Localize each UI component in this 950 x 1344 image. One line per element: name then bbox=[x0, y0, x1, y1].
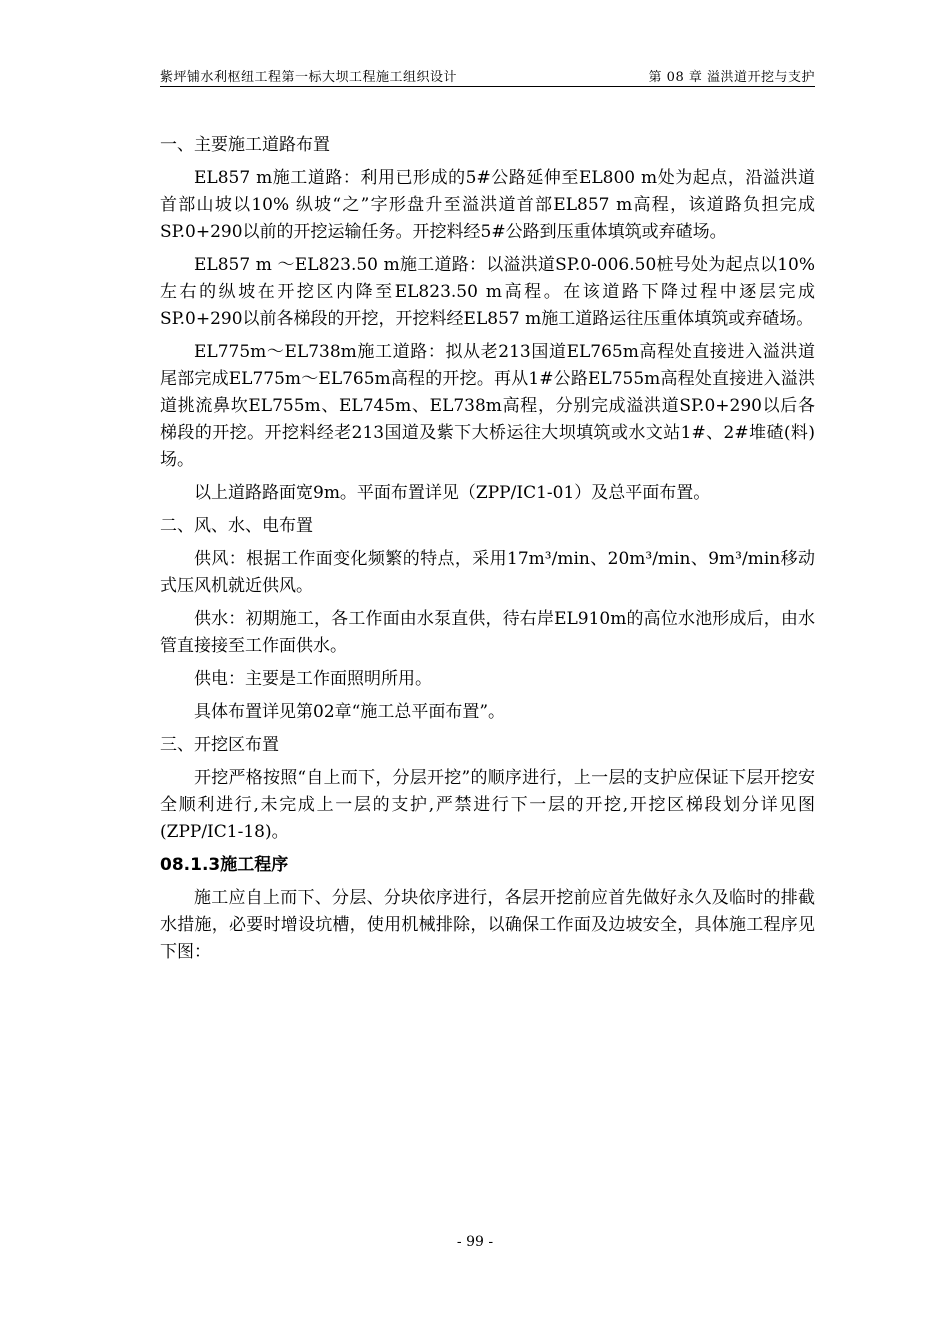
paragraph-road-width: 以上道路路面宽9m。平面布置详见（ZPP/IC1-01）及总平面布置。 bbox=[194, 483, 711, 503]
paragraph-power-supply: 供电：主要是工作面照明所用。 bbox=[194, 669, 432, 689]
paragraph-road-el775-el738: EL775m～EL738m施工道路：拟从老213国道EL765m高程处直接进入溢洪道尾部完成EL775m～EL765m高程的开挖。再从1#公路EL755m高程处直接进入溢洪道挑流鼻坎EL755m、EL745m、EL738m高程，分别完成溢洪道SP.0+290以后各梯段的开挖。开挖料经老213国道及紫下大桥运往大坝填筑或水文站1#、2#堆碴(料)场。 bbox=[160, 342, 815, 470]
page-number: - 99 - bbox=[456, 1234, 494, 1250]
document-body bbox=[160, 132, 815, 972]
paragraph-procedure: 施工应自上而下、分层、分块依序进行，各层开挖前应首先做好永久及临时的排截水措施，必要时增设坑槽，使用机械排除，以确保工作面及边坡安全，具体施工程序见下图： bbox=[160, 888, 815, 962]
section-heading-utilities: 二、风、水、电布置 bbox=[160, 516, 313, 536]
subsection-heading-procedure: 08.1.3施工程序 bbox=[160, 855, 289, 875]
section-heading-excavation: 三、开挖区布置 bbox=[160, 735, 279, 755]
header-project-title: 紫坪铺水利枢纽工程第一标大坝工程施工组织设计 bbox=[160, 70, 458, 85]
paragraph-layout-reference: 具体布置详见第02章“施工总平面布置”。 bbox=[194, 702, 506, 722]
section-heading-roads: 一、主要施工道路布置 bbox=[160, 135, 330, 155]
paragraph-road-el857: EL857 m施工道路：利用已形成的5#公路延伸至EL800 m处为起点，沿溢洪道首部山坡以10% 纵坡“之”字形盘升至溢洪道首部EL857 m高程，该道路负担完成SP.0+290以前的开挖运输任务。开挖料经5#公路到压重体填筑或弃碴场。 bbox=[160, 168, 815, 242]
paragraph-water-supply: 供水：初期施工，各工作面由水泵直供，待右岸EL910m的高位水池形成后，由水管直接接至工作面供水。 bbox=[160, 609, 815, 656]
paragraph-road-el857-el823: EL857 m ～EL823.50 m施工道路：以溢洪道SP.0-006.50桩号处为起点以10%左右的纵坡在开挖区内降至EL823.50 m高程。在该道路下降过程中逐层完成SP.0+290以前各梯段的开挖，开挖料经EL857 m施工道路运往压重体填筑或弃碴场。 bbox=[160, 255, 815, 329]
paragraph-excavation-order: 开挖严格按照“自上而下，分层开挖”的顺序进行，上一层的支护应保证下层开挖安全顺利进行,未完成上一层的支护,严禁进行下一层的开挖,开挖区梯段划分详见图(ZPP/IC1-18)。 bbox=[160, 768, 815, 842]
paragraph-air-supply: 供风：根据工作面变化频繁的特点，采用17m³/min、20m³/min、9m³/min移动式压风机就近供风。 bbox=[160, 549, 815, 596]
header-chapter-title: 第 08 章 溢洪道开挖与支护 bbox=[648, 70, 815, 85]
page-header bbox=[160, 64, 815, 87]
